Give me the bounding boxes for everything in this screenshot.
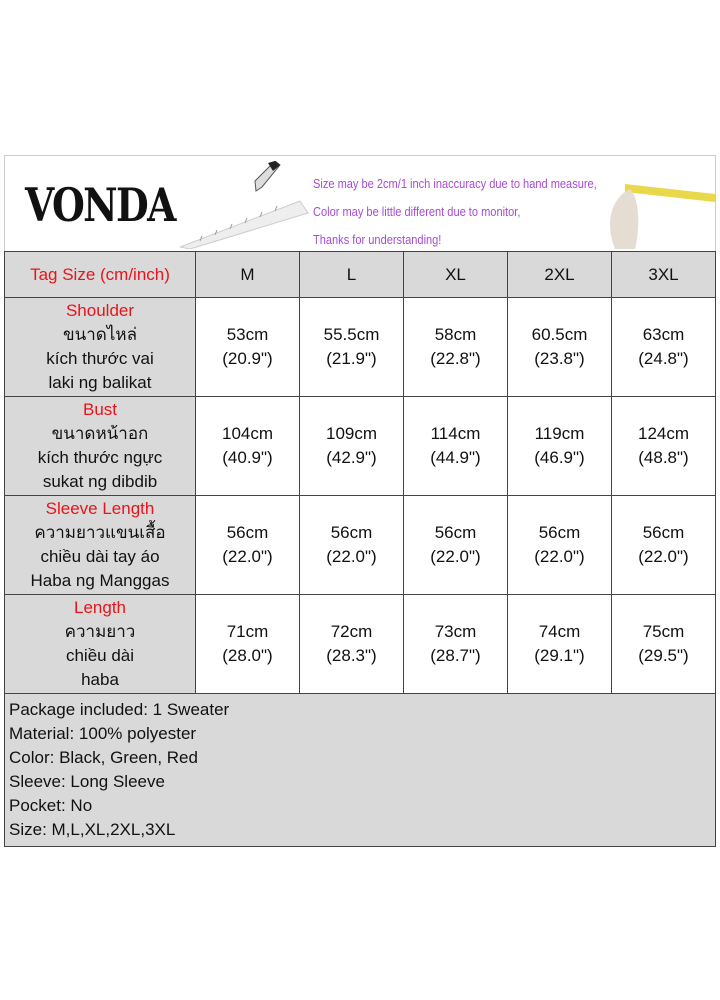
measurement-vietnamese: kích thước vai — [46, 349, 154, 368]
info-line: Material: 100% polyester — [9, 724, 197, 743]
size-2xl: 2XL — [508, 252, 612, 298]
value-cm: 119cm — [534, 424, 585, 443]
tag-size-label: Tag Size (cm/inch) — [5, 252, 196, 298]
size-header-row — [5, 252, 716, 298]
value-cm: 55.5cm — [323, 325, 380, 344]
value-inch: (46.9") — [534, 448, 585, 467]
value-inch: (24.8") — [638, 349, 689, 368]
value-inch: (44.9") — [430, 448, 481, 467]
measurement-value — [300, 397, 404, 496]
value-inch: (22.0") — [326, 547, 377, 566]
value-inch: (22.0") — [534, 547, 585, 566]
value-inch: (28.3") — [326, 646, 377, 665]
info-line: Package included: 1 Sweater — [9, 700, 230, 719]
value-cm: 56cm — [226, 523, 269, 542]
value-cm: 72cm — [330, 622, 373, 641]
measurement-tagalog: Haba ng Manggas — [30, 571, 170, 590]
measurement-value — [196, 496, 300, 595]
measurement-value — [612, 298, 716, 397]
measurement-row — [5, 595, 716, 694]
value-inch: (22.0") — [430, 547, 481, 566]
measurement-label — [5, 298, 196, 397]
value-cm: 104cm — [221, 424, 274, 443]
measurement-value — [612, 496, 716, 595]
value-inch: (22.0") — [222, 547, 273, 566]
measurement-value — [508, 595, 612, 694]
value-cm: 58cm — [434, 325, 477, 344]
measurement-value — [404, 397, 508, 496]
value-cm: 56cm — [642, 523, 685, 542]
value-inch: (22.0") — [638, 547, 689, 566]
measurement-label — [5, 595, 196, 694]
measurement-name: Shoulder — [65, 301, 135, 320]
measurement-thai: ขนาดไหล่ — [62, 325, 137, 344]
size-3xl: 3XL — [612, 252, 716, 298]
value-cm: 63cm — [642, 325, 685, 344]
note-line: Size may be 2cm/1 inch inaccuracy due to hand measure, — [313, 176, 597, 191]
measurement-vietnamese: kích thước ngực — [37, 448, 163, 467]
size-m: M — [196, 252, 300, 298]
measurement-name: Bust — [82, 400, 118, 419]
measurement-thai: ความยาว — [64, 622, 136, 641]
value-cm: 124cm — [637, 424, 690, 443]
banner — [4, 156, 716, 251]
size-l: L — [300, 252, 404, 298]
value-inch: (23.8") — [534, 349, 585, 368]
value-cm: 74cm — [538, 622, 581, 641]
disclaimer-notes — [313, 170, 597, 254]
product-info — [4, 694, 716, 847]
measurement-value — [612, 595, 716, 694]
measurement-row — [5, 496, 716, 595]
value-cm: 56cm — [434, 523, 477, 542]
value-inch: (42.9") — [326, 448, 377, 467]
value-cm: 73cm — [434, 622, 477, 641]
info-line: Pocket: No — [9, 796, 93, 815]
measurement-value — [300, 298, 404, 397]
measurement-value — [196, 595, 300, 694]
value-cm: 56cm — [330, 523, 373, 542]
note-line: Color may be little different due to monitor, — [313, 204, 521, 219]
measurement-row — [5, 298, 716, 397]
measurement-value — [508, 397, 612, 496]
value-inch: (29.5") — [638, 646, 689, 665]
measurement-value — [300, 496, 404, 595]
measurement-name: Length — [74, 598, 126, 617]
info-line: Sleeve: Long Sleeve — [9, 772, 165, 791]
info-line: Size: M,L,XL,2XL,3XL — [9, 820, 176, 839]
measurement-value — [404, 298, 508, 397]
measurement-tagalog: haba — [81, 670, 119, 689]
value-cm: 114cm — [430, 424, 481, 443]
measurement-value — [196, 397, 300, 496]
measurement-vietnamese: chiều dài — [65, 646, 135, 665]
value-inch: (22.8") — [430, 349, 481, 368]
measurement-label — [5, 496, 196, 595]
size-xl: XL — [404, 252, 508, 298]
size-chart — [4, 155, 716, 847]
measurement-name: Sleeve Length — [45, 499, 155, 518]
measurement-vietnamese: chiều dài tay áo — [40, 547, 160, 566]
measurement-row — [5, 397, 716, 496]
measurement-label — [5, 397, 196, 496]
value-inch: (21.9") — [326, 349, 377, 368]
info-line: Color: Black, Green, Red — [9, 748, 198, 767]
tape-measure-icon — [595, 174, 715, 249]
measurement-value — [404, 595, 508, 694]
value-inch: (29.1") — [534, 646, 585, 665]
pencil-ruler-icon — [180, 161, 310, 249]
measurement-value — [508, 496, 612, 595]
measurement-thai: ความยาวแขนเสื้อ — [34, 523, 166, 542]
value-inch: (28.0") — [222, 646, 273, 665]
value-inch: (40.9") — [222, 448, 273, 467]
value-inch: (28.7") — [430, 646, 481, 665]
measurement-thai: ขนาดหน้าอก — [51, 424, 149, 443]
measurement-value — [404, 496, 508, 595]
value-inch: (20.9") — [222, 349, 273, 368]
measurement-value — [508, 298, 612, 397]
size-table — [4, 251, 716, 694]
value-cm: 109cm — [325, 424, 378, 443]
brand-logo: VONDA — [25, 178, 175, 232]
measurement-tagalog: laki ng balikat — [48, 373, 152, 392]
value-cm: 71cm — [226, 622, 269, 641]
measurement-value — [612, 397, 716, 496]
measurement-tagalog: sukat ng dibdib — [42, 472, 158, 491]
value-inch: (48.8") — [638, 448, 689, 467]
value-cm: 56cm — [538, 523, 581, 542]
measurement-value — [300, 595, 404, 694]
value-cm: 53cm — [226, 325, 269, 344]
measurement-value — [196, 298, 300, 397]
value-cm: 60.5cm — [531, 325, 588, 344]
note-line: Thanks for understanding! — [313, 232, 442, 247]
value-cm: 75cm — [642, 622, 685, 641]
